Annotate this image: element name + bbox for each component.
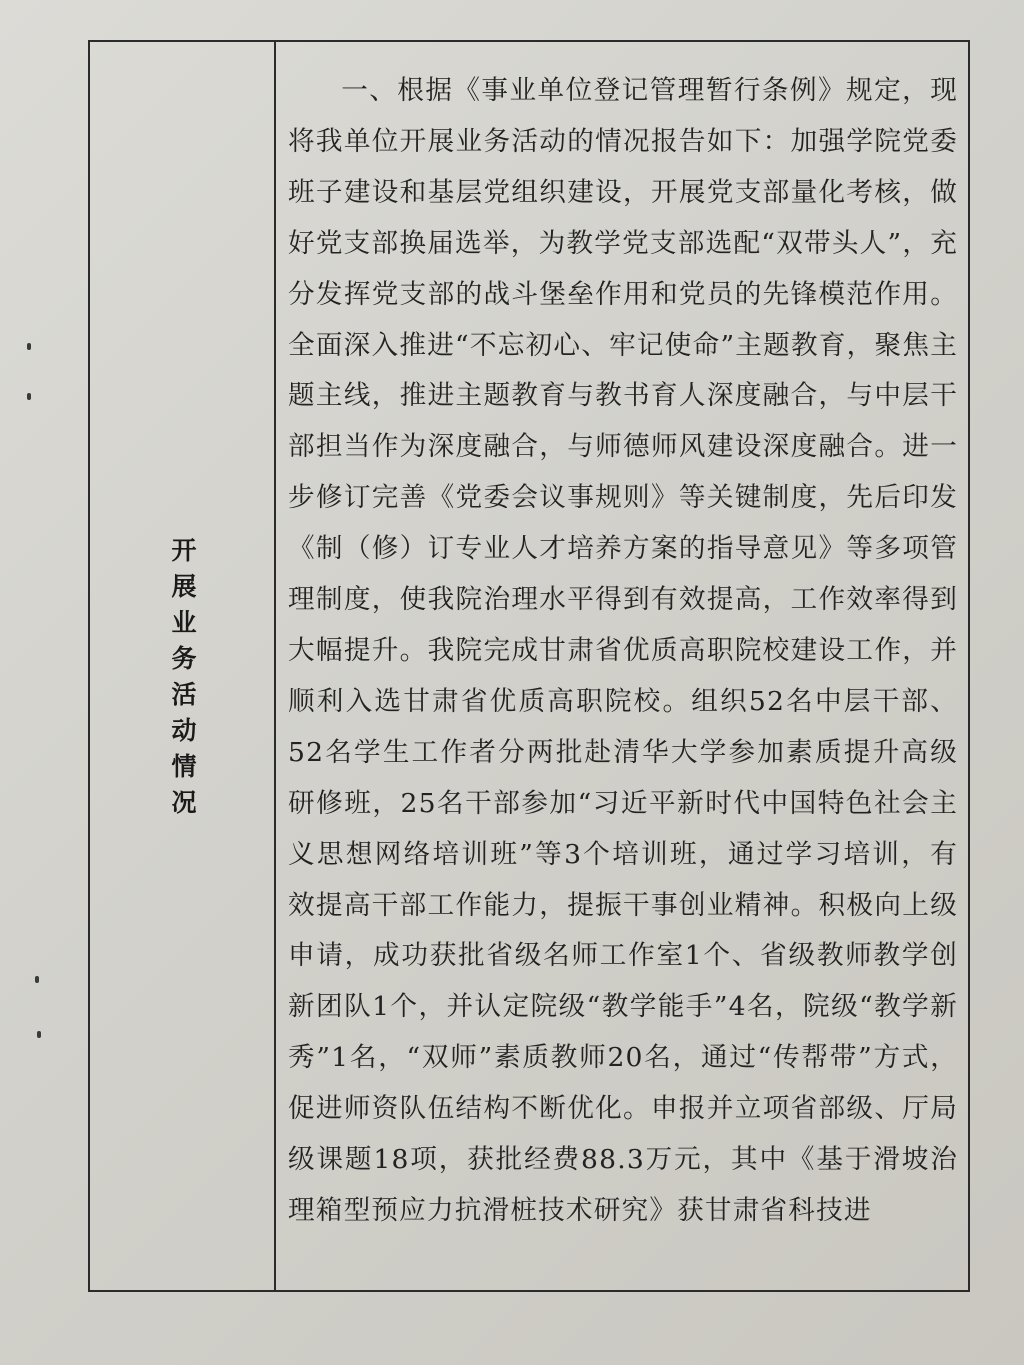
content-cell bbox=[276, 42, 968, 1290]
label-cell bbox=[90, 42, 276, 1290]
binding-hole-2 bbox=[27, 393, 31, 400]
report-body-text: 一、根据《事业单位登记管理暂行条例》规定，现将我单位开展业务活动的情况报告如下：加强学院党委班子建设和基层党组织建设，开展党支部量化考核，做好党支部换届选举，为教学党支部选配“双带头人”，充分发挥党支部的战斗堡垒作用和党员的先锋模范作用。全面深入推进“不忘初心、牢记使命”主题教育，聚焦主题主线，推进主题教育与教书育人深度融合，与中层干部担当作为深度融合，与师德师风建设深度融合。进一步修订完善《党委会议事规则》等关键制度，先后印发《制（修）订专业人才培养方案的指导意见》等多项管理制度，使我院治理水平得到有效提高，工作效率得到大幅提升。我院完成甘肃省优质高职院校建设工作，并顺利入选甘肃省优质高职院校。组织52名中层干部、52名学生工作者分两批赴清华大学参加素质提升高级研修班，25名干部参加“习近平新时代中国特色社会主义思想网络培训班”等3个培训班，通过学习培训，有效提高干部工作能力，提振干事创业精神。积极向上级申请，成功获批省级名师工作室1个、省级教师教学创新团队1个，并认定院级“教学能手”4名，院级“教学新秀”1名，“双师”素质教师20名，通过“传帮带”方式，促进师资队伍结构不断优化。申报并立项省部级、厅局级课题18项，获批经费88.3万元，其中《基于滑坡治理箱型预应力抗滑桩技术研究》获甘肃省科技进 bbox=[288, 75, 958, 1226]
binding-hole-4 bbox=[37, 1031, 41, 1038]
section-label: 开展业务活动情况 bbox=[168, 537, 197, 825]
binding-hole-3 bbox=[35, 976, 39, 983]
report-table bbox=[88, 40, 970, 1292]
binding-hole-1 bbox=[27, 343, 31, 350]
